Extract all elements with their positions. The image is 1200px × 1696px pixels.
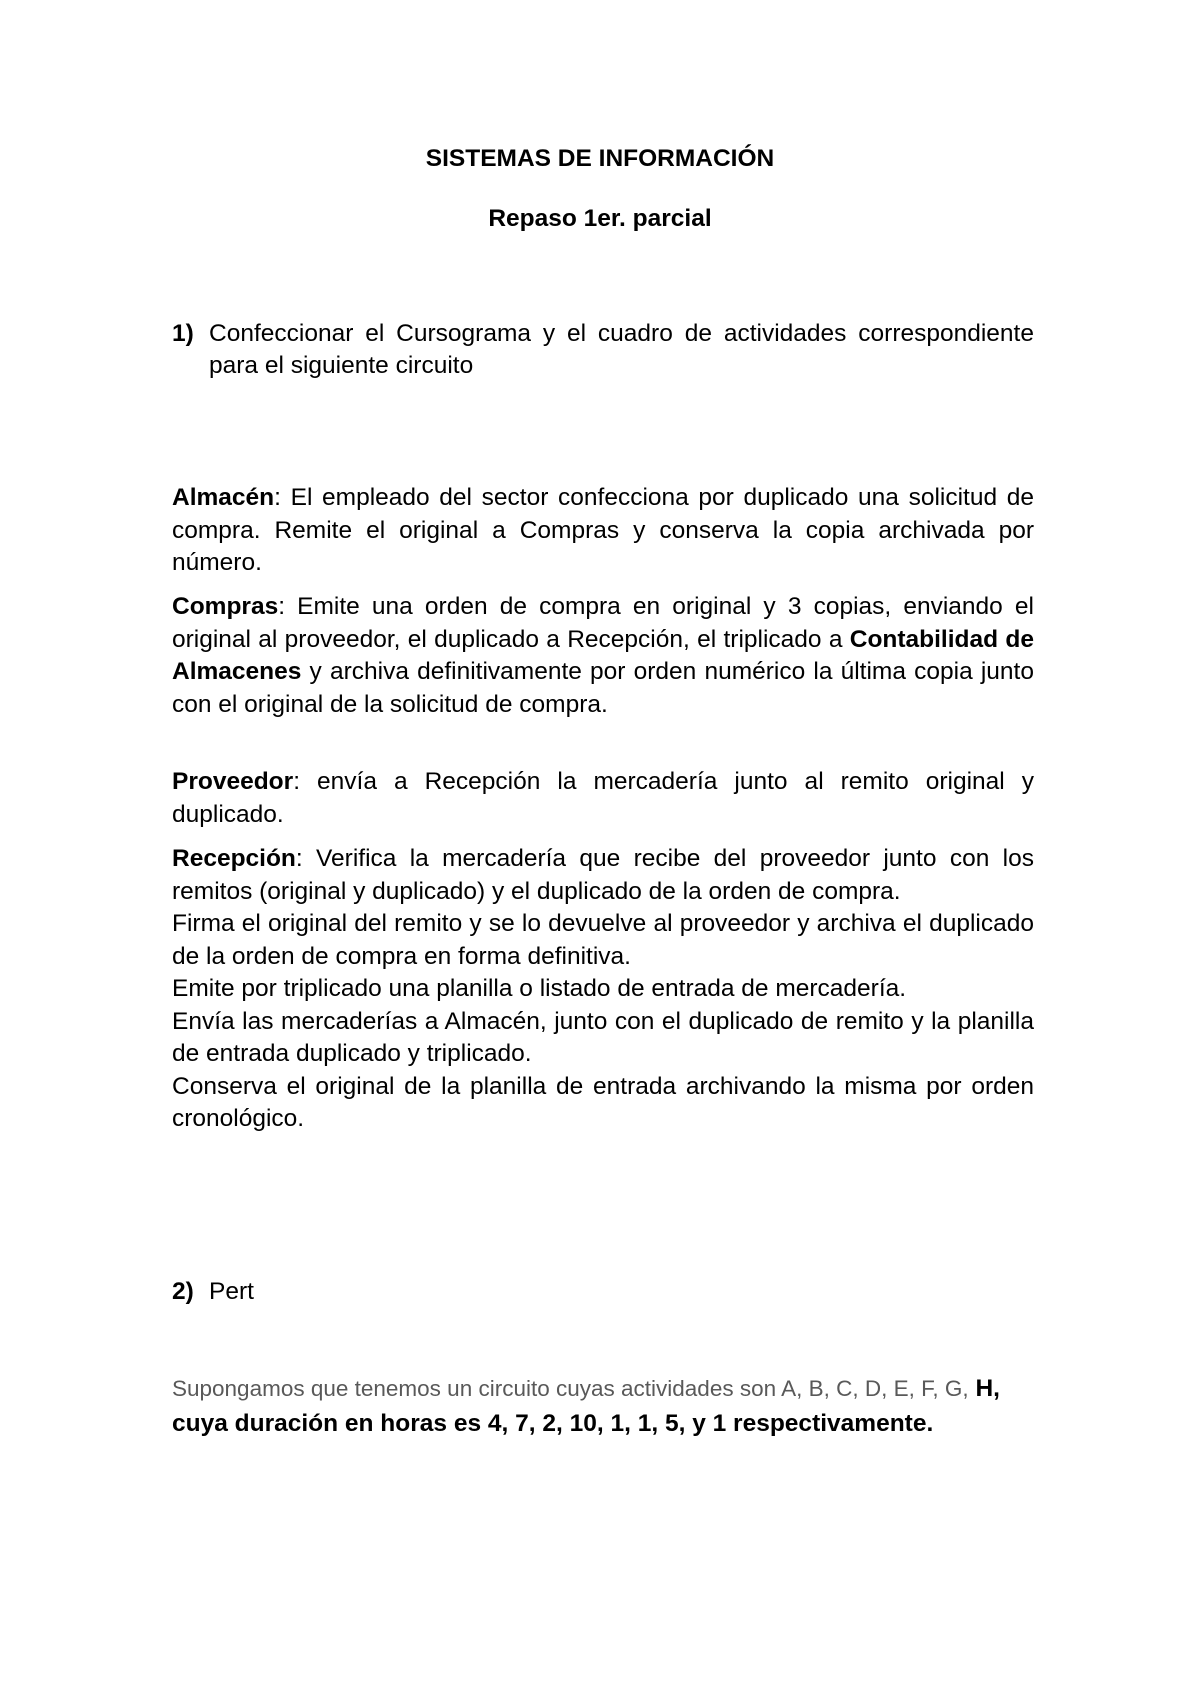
recepcion-label: Recepción [172,845,296,872]
proveedor-paragraph [172,766,1034,831]
recepcion-line-1: Firma el original del remito y se lo devuelve al proveedor y archiva el duplicado de la orden de compra en forma definitiva. [172,910,1034,970]
document-subtitle: Repaso 1er. parcial [488,205,712,232]
question-1-number: 1) [172,320,194,347]
compras-text-1: : Emite una orden de compra en original y 3 copias, enviando el original al proveedor, el duplicado a Recepción, el triplicado a [172,593,1034,653]
question-1 [172,318,1034,382]
document-title: SISTEMAS DE INFORMACIÓN [425,145,775,172]
almacen-text: : El empleado del sector confecciona por duplicado una solicitud de compra. Remite el original a Compras y conserva la copia archivada por número. [172,484,1034,576]
compras-label: Compras [172,593,279,620]
proveedor-text: : envía a Recepción la mercadería junto al remito original y duplicado. [172,768,1034,828]
almacen-label: Almacén [172,484,275,511]
recepcion-line-2: Emite por triplicado una planilla o listado de entrada de mercadería. [172,975,907,1002]
recepcion-line-4: Conserva el original de la planilla de entrada archivando la misma por orden cronológico. [172,1072,1034,1132]
almacen-paragraph [172,482,1034,580]
pert-paragraph [172,1371,1034,1441]
compras-paragraph [172,591,1034,721]
proveedor-label: Proveedor [172,768,294,795]
compras-bold-mid: Contabilidad de Almacenes [172,625,1034,685]
recepcion-line-3: Envía las mercaderías a Almacén, junto con el duplicado de remito y la planilla de entrada duplicado y triplicado. [172,1007,1034,1067]
compras-text-2: y archiva definitivamente por orden numérico la última copia junto con el original de la solicitud de compra. [172,658,1034,718]
question-1-text: Confeccionar el Cursograma y el cuadro de actividades correspondiente para el siguiente circuito [209,320,1034,379]
question-2 [172,1276,1034,1308]
question-2-text: Pert [209,1278,254,1305]
recepcion-text: : Verifica la mercadería que recibe del proveedor junto con los remitos (original y duplicado) y el duplicado de la orden de compra. [172,845,1034,905]
pert-light-text: Supongamos que tenemos un circuito cuyas actividades son A, B, C, D, E, F, G, [172,1376,969,1401]
recepcion-paragraph [172,843,1034,1136]
pert-bold-text: H, cuya duración en horas es 4, 7, 2, 10, 1, 1, 5, y 1 respectivamente. [172,1375,1000,1437]
question-2-number: 2) [172,1278,194,1305]
